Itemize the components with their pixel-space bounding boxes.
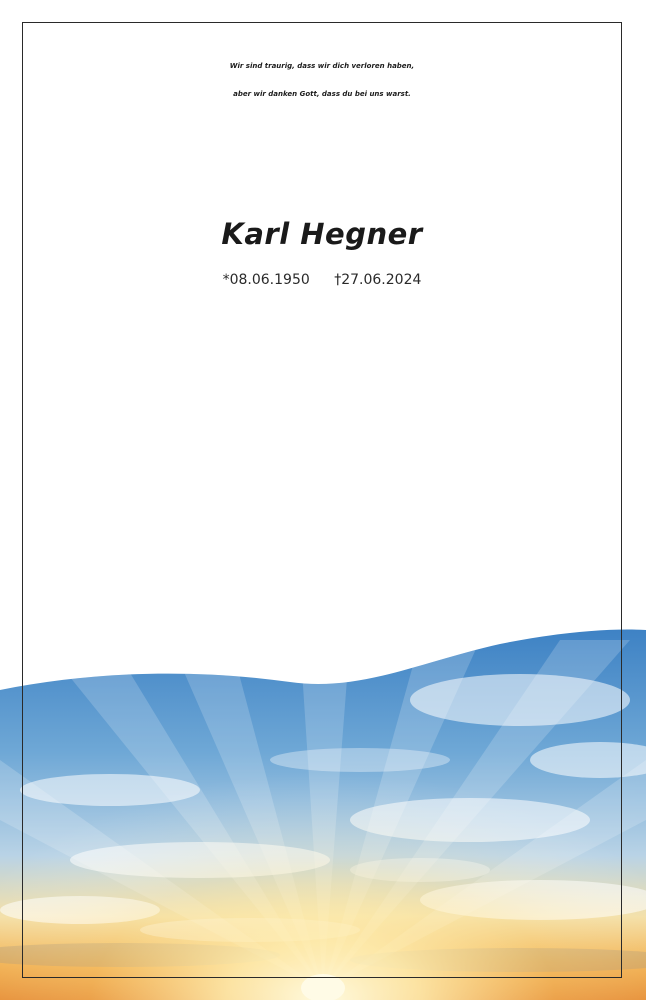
donation-line [22, 591, 622, 616]
service-line [22, 485, 622, 510]
donation-line [22, 541, 622, 566]
obituary-notice [22, 22, 622, 616]
deceased-name: Karl Hegner [221, 217, 423, 251]
intro-text [22, 138, 622, 184]
mourners-line [22, 354, 622, 380]
mourners-line [22, 406, 622, 432]
birth-date: *08.06.1950 [222, 272, 310, 288]
service-line [22, 460, 622, 485]
intro-line [22, 161, 622, 184]
memory-label [22, 320, 622, 340]
service-line [22, 510, 622, 535]
death-date: †27.06.2024 [334, 272, 422, 288]
life-dates [22, 270, 622, 290]
funeral-service-info [22, 460, 622, 535]
donation-line [22, 566, 622, 591]
motto-quote [22, 52, 622, 108]
intro-line [22, 138, 622, 161]
motto-line: aber wir danken Gott, dass du bei uns warst. [233, 90, 411, 98]
mourners-list [22, 354, 622, 432]
motto-line: Wir sind traurig, dass wir dich verloren haben, [229, 62, 415, 70]
donation-info [22, 541, 622, 616]
mourners-line [22, 380, 622, 406]
